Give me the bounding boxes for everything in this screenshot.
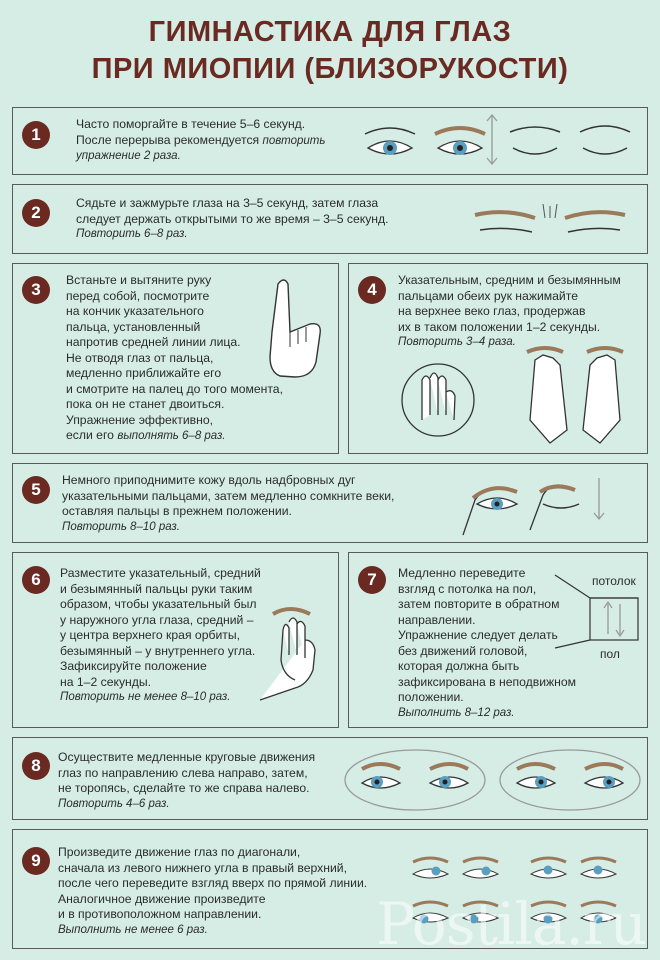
exercise-2-text: Сядьте и зажмурьте глаза на 3–5 секунд, затем глаза следует держать открытыми то же время – 3–5 секунд. Повторить 6–8 раз. xyxy=(76,196,389,240)
exercise-4-text: Указательным, средним и безымянным пальцами обеих рук нажимайте на верхнее веко глаз, продержав их в таком положении 1–2 секунды. Повторить 3–4 раза. xyxy=(398,273,621,348)
exercise-number: 9 xyxy=(22,847,50,875)
squeezed-eyes-illustration xyxy=(470,200,630,240)
vertical-arrow-icon xyxy=(485,112,499,167)
exercise-number: 1 xyxy=(22,121,50,149)
exercise-number: 6 xyxy=(22,566,50,594)
exercise-number: 3 xyxy=(22,276,50,304)
fingers-circle-illustration xyxy=(400,360,480,440)
lifting-brows-illustration xyxy=(455,470,585,540)
circular-eye-movement-right xyxy=(495,745,645,815)
exercise-9-text: Произведите движение глаз по диагонали, сначала из левого нижнего угла в правый верхний, после чего переведите взгляд вверх по прямой линии. Аналогичное движение произведите и в противоположном направлении. Выполнить не менее 6 раз. xyxy=(58,845,368,936)
exercise-6-text: Разместите указательный, средний и безымянный пальцы руки таким образом, чтобы указательный был у наружного угла глаза, средний – у центра верхнего края орбиты, безымянный – у внутреннего угла. Зафиксируйте положение на 1–2 секунды. Повторить не менее 8–10 раз. xyxy=(60,566,261,703)
exercise-number: 5 xyxy=(22,476,50,504)
exercise-number: 7 xyxy=(358,566,386,594)
exercise-3-text: Встаньте и вытяните руку перед собой, посмотрите на кончик указательного пальца, установленный напротив средней линии лица. Не отводя глаз от пальца, медленно приближайте его и смотрите на палец до того момента, пока он не станет двоиться. Упражнение эффективно, если его выполнять 6–8 раз. xyxy=(66,273,283,442)
exercise-number: 4 xyxy=(358,276,386,304)
exercise-number: 2 xyxy=(22,199,50,227)
circular-eye-movement-left xyxy=(340,745,490,815)
watermark: Postila.ru xyxy=(376,890,646,958)
page-title: ГИМНАСТИКА ДЛЯ ГЛАЗ ПРИ МИОПИИ (БЛИЗОРУКОСТИ) xyxy=(91,16,569,85)
exercise-1-text: Часто поморгайте в течение 5–6 секунд. После перерыва рекомендуется повторить упражнение 2 раза. xyxy=(76,117,326,162)
pointing-hand-icon xyxy=(250,272,330,382)
eyes-closed-illustration xyxy=(505,122,640,167)
eyes-open-illustration xyxy=(360,122,490,167)
exercise-8-text: Осуществите медленные круговые движения глаз по направлению слева направо, затем, не торопясь, сделайте то же справа налево. Повторить 4–6 раз. xyxy=(58,750,316,810)
floor-label: пол xyxy=(600,647,620,661)
room-perspective-illustration xyxy=(550,570,642,650)
exercise-5-text: Немного приподнимите кожу вдоль надбровных дуг указательными пальцами, затем медленно сомкните веки, оставляя пальцы в прежнем положении. Повторить 8–10 раз. xyxy=(62,473,395,533)
exercise-7-text: Медленно переведите взгляд с потолка на пол, затем повторите в обратном направлении. Упражнение следует делать без движений головой, которая должна быть зафиксирована в неподвижном положении. Выполнить 8–12 раз. xyxy=(398,566,577,719)
down-arrow-icon xyxy=(592,476,606,521)
ceiling-label: потолок xyxy=(592,574,636,588)
hands-on-eyes-illustration xyxy=(515,340,635,445)
exercise-number: 8 xyxy=(22,752,50,780)
hand-on-eye-illustration xyxy=(255,600,335,705)
